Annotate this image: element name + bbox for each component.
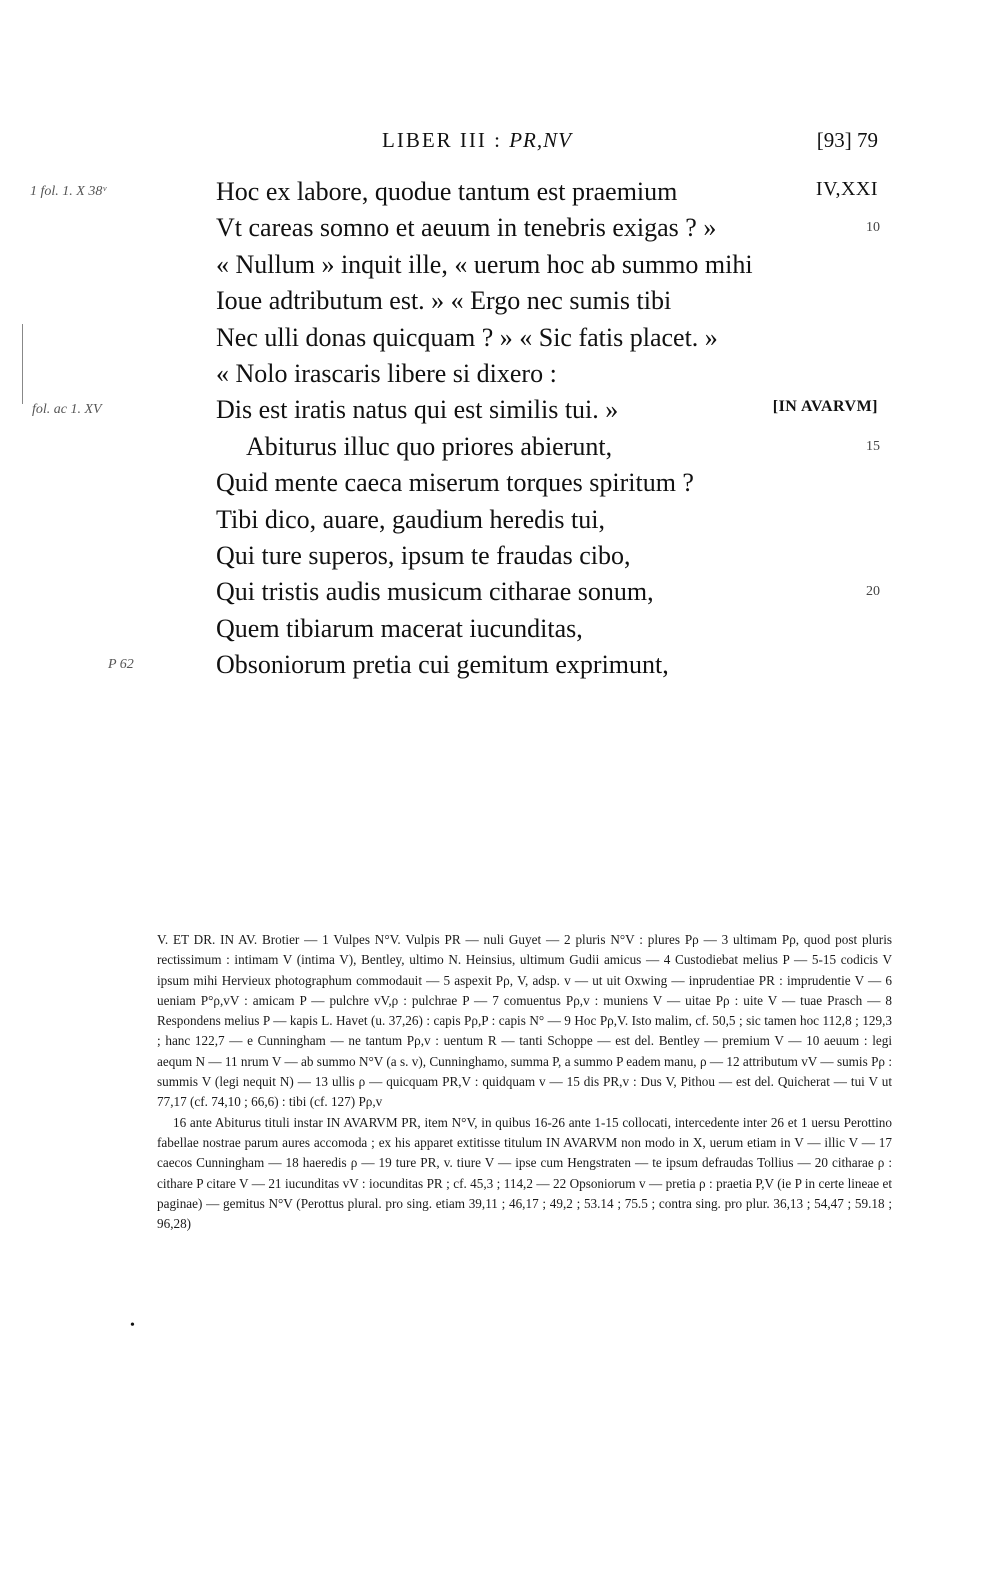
line-number: 20: [866, 584, 880, 600]
verse-line: [0, 467, 1000, 503]
verse-text: Abiturus illuc quo priores abierunt,: [246, 431, 613, 461]
verse-text: Qui ture superos, ipsum te fraudas cibo,: [216, 540, 631, 570]
verse-text: Ioue adtributum est. » « Ergo nec sumis tibi: [216, 286, 672, 316]
apparatus-paragraph: V. ET DR. IN AV. Brotier — 1 Vulpes N°V. Vulpis PR — nuli Guyet — 2 pluris N°V : plures Pρ — 3 ultimam Pρ, quod post pluris rectissimum : intimam V (intima V), Bentley, ultimo N. Heinsius, ultimum Gudii amicus — 4 Custodiebat melius P — 5-15 codicis V ipsum mihi Hervieux photographum commodauit — 5 aspexit Pρ, V, adsp. v — ut uit Oxwing — inprudentiae PR : imprudentie V — 6 ueniam P°ρ,vV : amicam P — pulchre vV,ρ : pulchrae P — 7 comuentus Pρ,v : muniens V — uitae Pρ : uite V — tuae Prasch — 8 Respondens melius P — kapis L. Havet (u. 37,26) : capis Pρ,P : capis N° — 9 Hoc Pρ,V. Isto malim, cf. 50,5 ; sic tamen hoc 112,8 ; 129,3 ; hanc 122,7 — e Cunningham — ne tantum Pρ,v : uentum R — tanti Schoppe — est del. Bentley — premium V — 10 aeuum : legi aequm N — 11 nrum V — ab summo N°V (a s. v), Cunninghamo, summa P, a summo P eadem manu, ρ — 12 attributum vV — sumis Pρ : summis V (legi nequit N) — 13 ullis ρ — quicquam PR,V : quidquam v — 15 dis PR,v : Dus V, Pithou — est del. Quicherat — tui V ut 77,17 (cf. 74,10 ; 66,6) : tibi (cf. 127) Pρ,v: [157, 932, 892, 1110]
verse-line: [0, 576, 1000, 612]
verse-text: Quid mente caeca miserum torques spiritum ?: [216, 468, 694, 498]
running-title-sigla: PR,NV: [509, 128, 572, 152]
line-number: 10: [866, 220, 880, 236]
apparatus-paragraph: 16 ante Abiturus tituli instar IN AVARVM PR, item N°V, in quibus 16-26 ante 1-15 collocati, intercedente inter 26 et 1 uersu Perottino fabellae nostrae parum aures accomoda ; ex his apparet extitisse titulum IN AVARVM non modo in X, uerum etiam in V — illic V — 17 caecos Cunningham — 18 haeredis ρ — 19 ture PR, v. tiure V — ipse cum Hengstraten — te ipsum defraudas Tollius — 20 citharae ρ : cithare P citare V — 21 iucunditas vV : iocunditas PR ; cf. 45,3 ; 114,2 — 22 Opsoniorum v — pretia ρ : praetia P,V (ie P in certe lineae et paginae) — gemitus N°V (Perottus plural. pro sing. etiam 39,11 ; 46,17 ; 49,2 ; 53.14 ; 75.5 ; contra sing. pro plur. 36,13 ; 54,47 ; 59.18 ; 96,28): [157, 1114, 892, 1232]
margin-note: 1 fol. 1. X 38ᵛ: [30, 184, 107, 199]
critical-apparatus: [157, 930, 892, 1234]
verse-line: [0, 285, 1000, 321]
margin-note: fol. ac 1. XV: [32, 402, 102, 418]
verse-text: Qui tristis audis musicum citharae sonum,: [216, 577, 654, 607]
verse-line: [0, 613, 1000, 649]
verse-text: Vt careas somno et aeuum in tenebris exigas ? »: [216, 213, 717, 243]
verse-text: Obsoniorum pretia cui gemitum exprimunt,: [216, 650, 669, 680]
running-title-text: LIBER III :: [382, 128, 502, 152]
verse-text: « Nolo irascaris libere si dixero :: [216, 358, 557, 388]
verse-line: [0, 249, 1000, 285]
running-title: [382, 128, 572, 153]
line-number: 15: [866, 438, 880, 454]
margin-note: P 62: [108, 657, 134, 673]
verse-text: Hoc ex labore, quodue tantum est praemium: [216, 177, 678, 206]
verse-line: [0, 322, 1000, 358]
verse-line: [0, 649, 1000, 685]
verse-line: [0, 358, 1000, 394]
verse-text: Nec ulli donas quicquam ? » « Sic fatis placet. »: [216, 322, 718, 352]
verse-line: [0, 394, 1000, 430]
verse-text: Quem tibiarum macerat iucunditas,: [216, 613, 583, 643]
margin-rule: [22, 324, 23, 404]
verse-line: [0, 504, 1000, 540]
verse-block: [0, 176, 1000, 685]
stray-mark: •: [130, 1318, 135, 1333]
verse-line: [0, 540, 1000, 576]
page-number: [93] 79: [816, 128, 878, 152]
verse-text: « Nullum » inquit ille, « uerum hoc ab summo mihi: [216, 249, 753, 279]
running-header: [0, 128, 1000, 158]
verse-text: Tibi dico, auare, gaudium heredis tui,: [216, 504, 605, 534]
verse-line: [0, 431, 1000, 467]
fable-reference: IV,XXI: [815, 178, 878, 200]
verse-text: Dis est iratis natus qui est similis tui. »: [216, 395, 619, 425]
verse-line: [0, 212, 1000, 248]
verse-line: [0, 176, 1000, 212]
section-title: [IN AVARVM]: [772, 398, 878, 416]
